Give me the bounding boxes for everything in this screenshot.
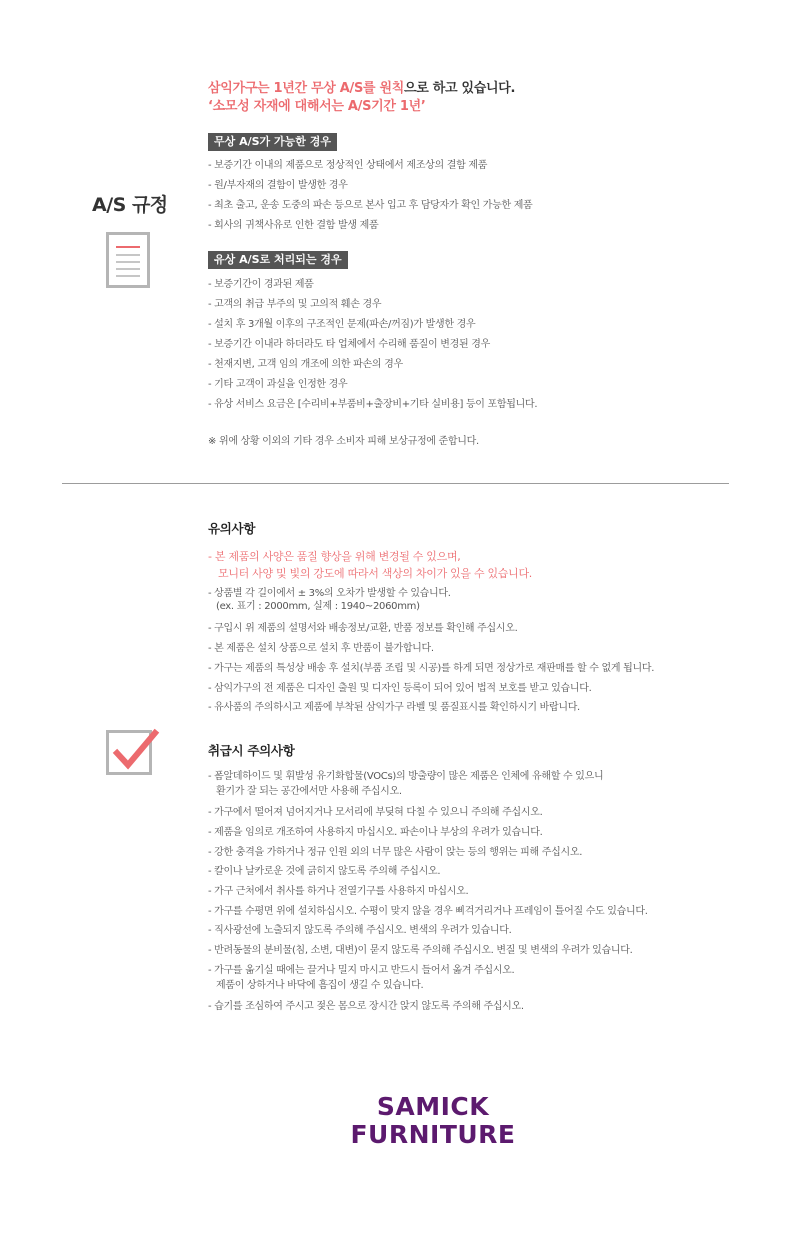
list-item: - 회사의 귀책사유로 인한 결함 발생 제품 [208, 220, 379, 231]
checkmark-icon [106, 724, 162, 780]
list-item: - 구입시 위 제품의 설명서와 배송정보/교환, 반품 정보를 확인해 주십시오. [208, 623, 518, 634]
as-note: ※ 위에 상황 이외의 기타 경우 소비자 피해 보상규정에 준합니다. [208, 436, 479, 447]
list-item: (ex. 표기 : 2000mm, 실제 : 1940~2060mm) [216, 601, 420, 612]
caution-highlight [208, 548, 532, 582]
section-divider [62, 483, 729, 484]
caution-highlight-line1: - 본 제품의 사양은 품질 향상을 위해 변경될 수 있으며, [208, 550, 461, 563]
list-item: - 습기를 조심하여 주시고 젖은 몸으로 장시간 앉지 않도록 주의해 주십시오. [208, 1001, 524, 1012]
list-item: - 반려동물의 분비물(침, 소변, 대변)이 묻지 않도록 주의해 주십시오. 변질 및 변색의 우려가 있습니다. [208, 945, 633, 956]
list-item: - 원/부자재의 결함이 발생한 경우 [208, 180, 348, 191]
list-item: - 제품을 임의로 개조하여 사용하지 마십시오. 파손이나 부상의 우려가 있습니다. [208, 827, 543, 838]
list-item: - 보증기간 이내라 하더라도 타 업체에서 수리해 품질이 변경된 경우 [208, 339, 490, 350]
document-icon [106, 232, 150, 288]
list-item: - 가구를 옮기실 때에는 끌거나 밀지 마시고 반드시 들어서 옮겨 주십시오. [208, 965, 515, 976]
list-item: - 유상 서비스 요금은 [수리비+부품비+출장비+기타 실비용] 등이 포함됩니다. [208, 399, 538, 410]
list-item: - 본 제품은 설치 상품으로 설치 후 반품이 불가합니다. [208, 643, 434, 654]
list-item: - 기타 고객이 과실을 인정한 경우 [208, 379, 348, 390]
list-item: - 유사품의 주의하시고 제품에 부착된 삼익가구 라벨 및 품질표시를 확인하시기 바랍니다. [208, 702, 580, 713]
caution-title: 유의사항 [208, 521, 256, 536]
caution-highlight-line2: 모니터 사양 및 빛의 강도에 따라서 색상의 차이가 있을 수 있습니다. [218, 567, 532, 580]
list-item: - 강한 충격을 가하거나 정규 인원 외의 너무 많은 사람이 앉는 등의 행위는 피해 주십시오. [208, 847, 583, 858]
paid-as-list [208, 275, 537, 415]
list-item: 환기가 잘 되는 공간에서만 사용해 주십시오. [216, 786, 402, 797]
as-section-title: A/S 규정 [92, 194, 168, 216]
samick-furniture-logo [348, 1093, 518, 1149]
free-as-list [208, 156, 532, 236]
free-as-tag: 무상 A/S가 가능한 경우 [208, 133, 337, 151]
list-item: - 보증기간이 경과된 제품 [208, 279, 314, 290]
list-item: - 가구 근처에서 취사를 하거나 전열기구를 사용하지 마십시오. [208, 886, 469, 897]
list-item: - 천재지변, 고객 임의 개조에 의한 파손의 경우 [208, 359, 403, 370]
list-item: - 가구를 수평면 위에 설치하십시오. 수평이 맞지 않을 경우 삐걱거리거나 프레임이 틀어질 수도 있습니다. [208, 906, 648, 917]
list-item: - 설치 후 3개월 이후의 구조적인 문제(파손/꺼짐)가 발생한 경우 [208, 319, 476, 330]
paid-as-tag: 유상 A/S로 처리되는 경우 [208, 251, 348, 269]
handling-title: 취급시 주의사항 [208, 743, 295, 758]
list-item: - 삼익가구의 전 제품은 디자인 출원 및 디자인 등록이 되어 있어 법적 보호를 받고 있습니다. [208, 683, 592, 694]
list-item: - 고객의 취급 부주의 및 고의적 훼손 경우 [208, 299, 382, 310]
list-item: - 가구에서 떨어져 넘어지거나 모서리에 부딪혀 다칠 수 있으니 주의해 주십시오. [208, 807, 543, 818]
headline-line1-red: 삼익가구는 1년간 무상 A/S를 원칙 [208, 81, 405, 96]
list-item: - 칼이나 날카로운 것에 긁히지 않도록 주의해 주십시오. [208, 866, 441, 877]
list-item: - 직사광선에 노출되지 않도록 주의해 주십시오. 변색의 우려가 있습니다. [208, 925, 512, 936]
list-item: - 폼알데하이드 및 휘발성 유기화합물(VOCs)의 방출량이 많은 제품은 인체에 유해할 수 있으니 [208, 771, 604, 782]
warranty-headline [208, 80, 515, 116]
list-item: - 가구는 제품의 특성상 배송 후 설치(부품 조립 및 시공)를 하게 되면 정상가로 재판매를 할 수 없게 됩니다. [208, 663, 655, 674]
headline-line1-dark: 으로 하고 있습니다. [404, 81, 516, 96]
headline-line2: ‘소모성 자재에 대해서는 A/S기간 1년’ [208, 99, 426, 114]
list-item: - 최초 출고, 운송 도중의 파손 등으로 본사 입고 후 담당자가 확인 가능한 제품 [208, 200, 533, 211]
list-item: - 상품별 각 길이에서 ± 3%의 오차가 발생할 수 있습니다. [208, 588, 451, 599]
headline-line1 [208, 80, 515, 98]
logo-line2: FURNITURE [350, 1120, 516, 1149]
logo-line1: SAMICK [376, 1092, 490, 1121]
list-item: - 보증기간 이내의 제품으로 정상적인 상태에서 제조상의 결함 제품 [208, 160, 488, 171]
list-item: 제품이 상하거나 바닥에 흠집이 생길 수 있습니다. [216, 980, 424, 991]
